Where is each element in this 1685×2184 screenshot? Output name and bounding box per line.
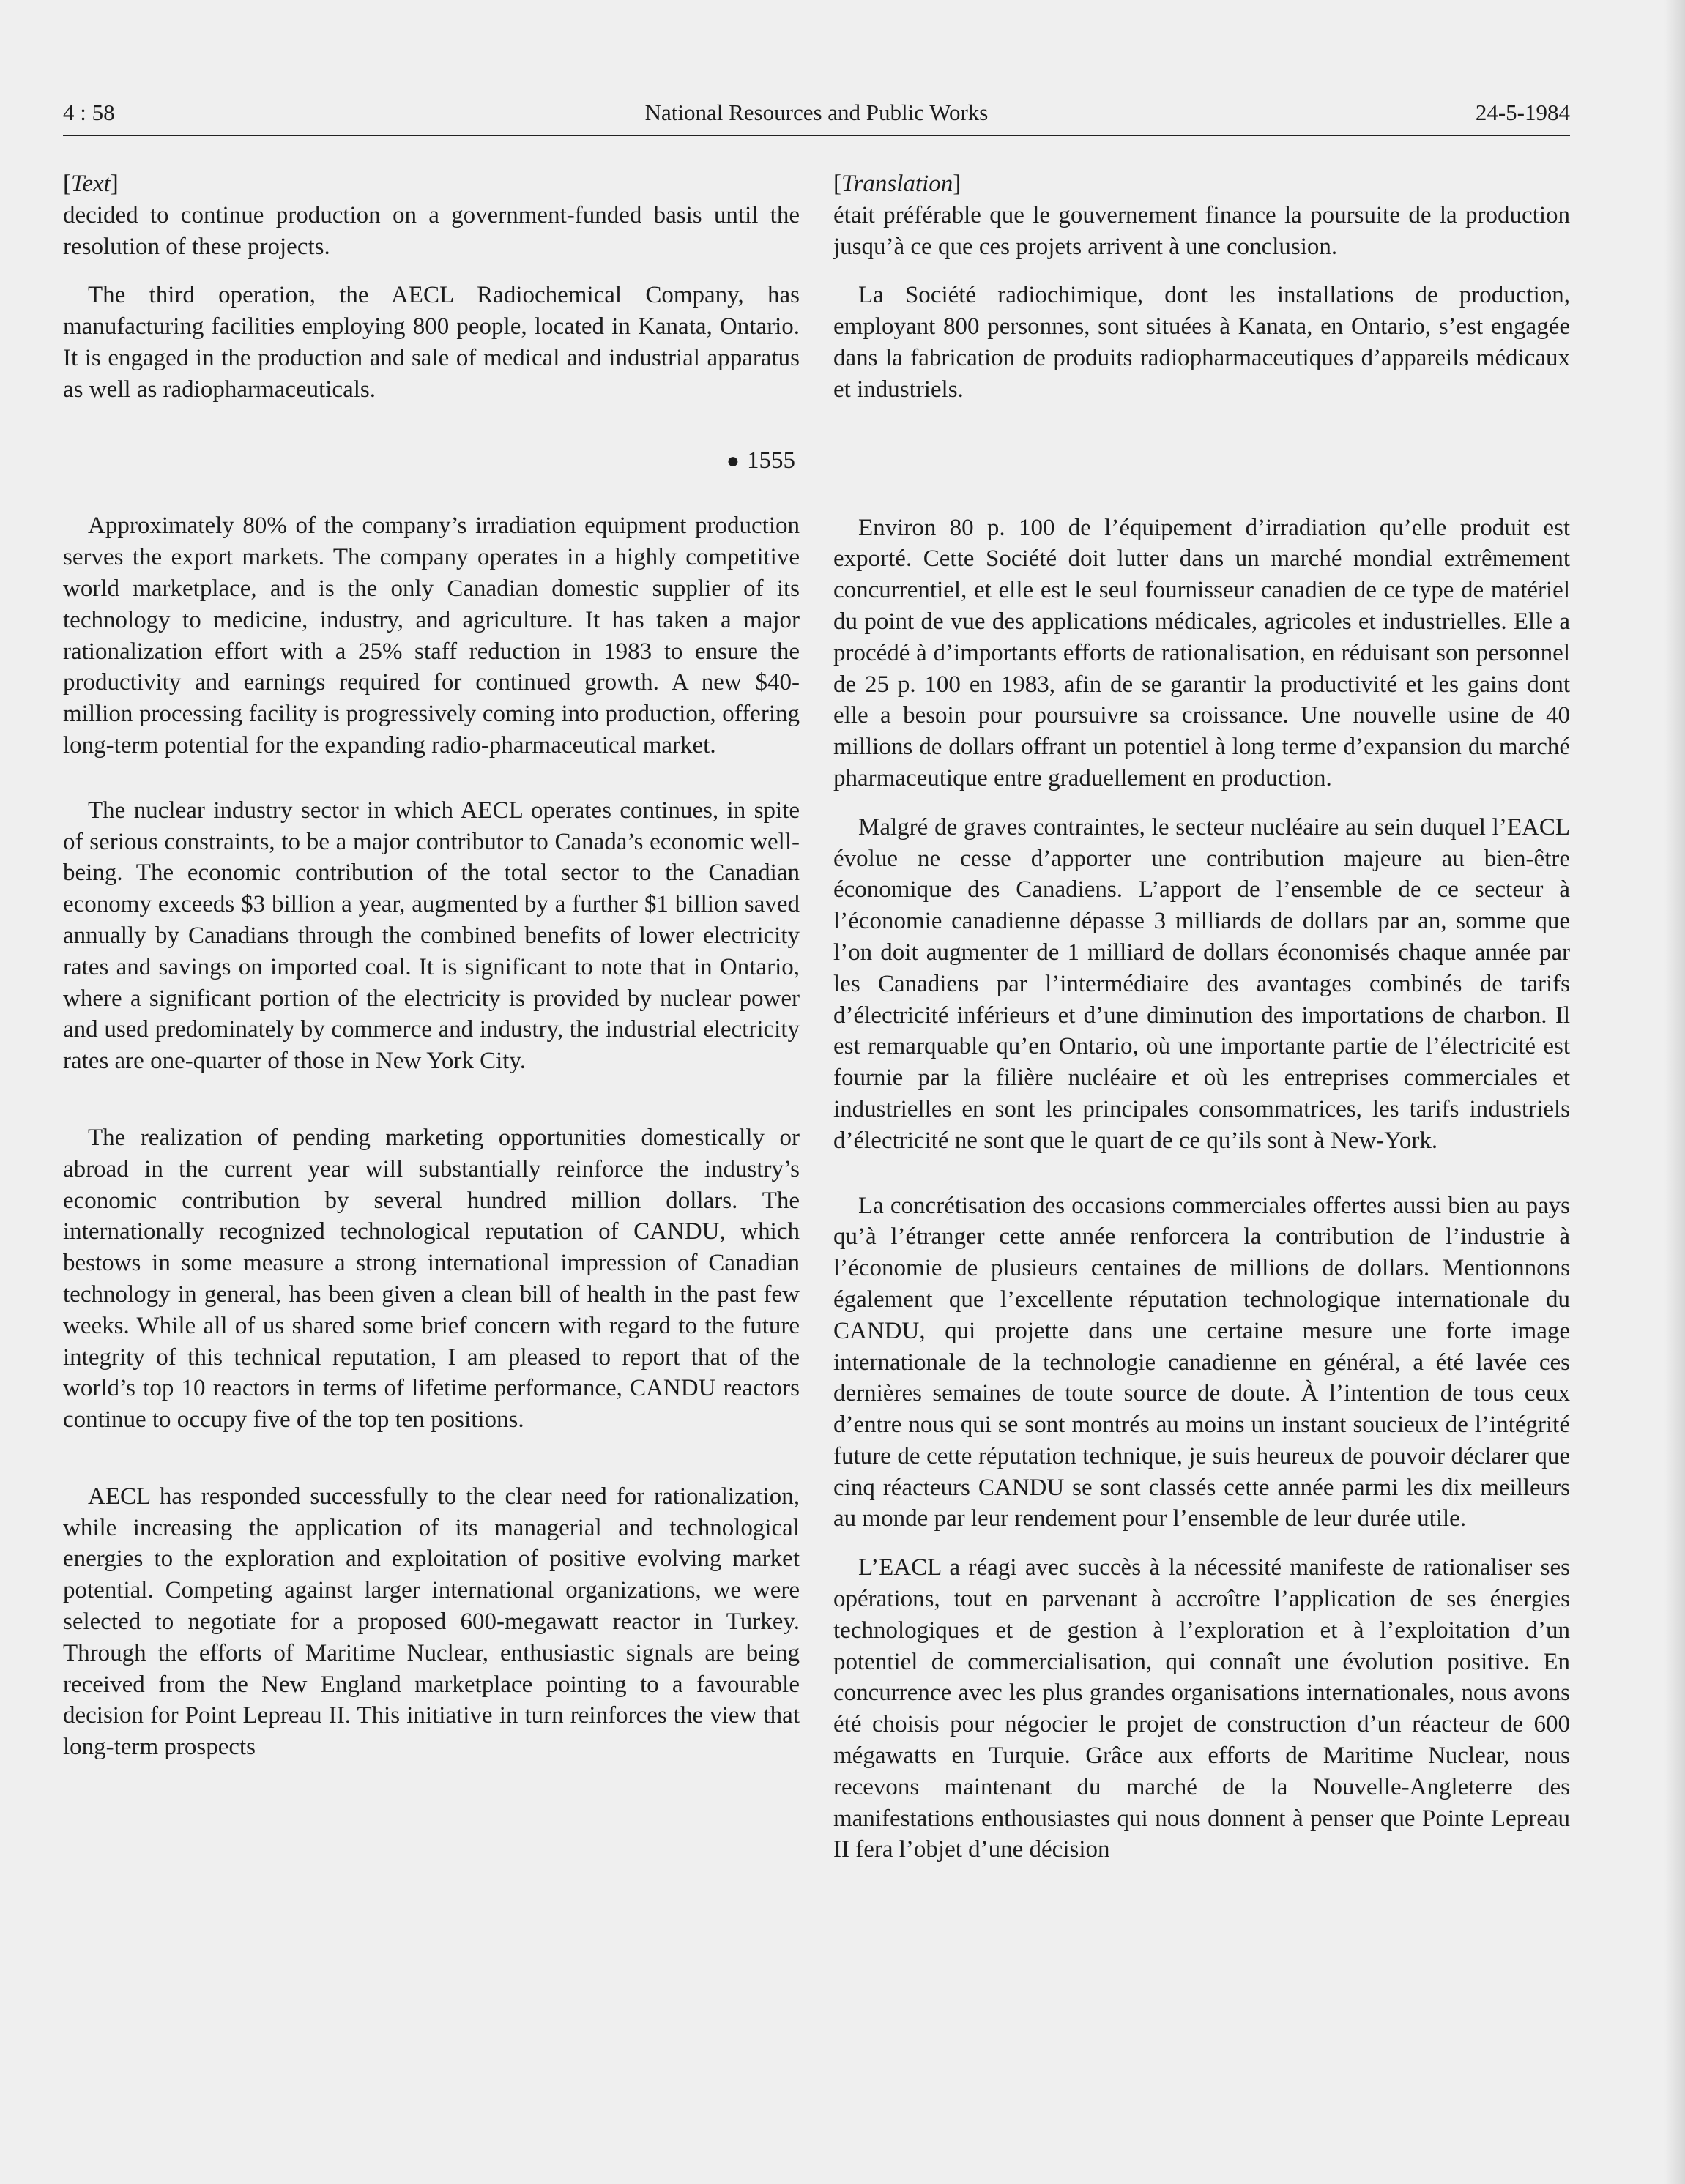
paragraph: Environ 80 p. 100 de l’équipement d’irradiation qu’elle produit est exporté. Cette Société doit lutter dans un marché mondial extrêmement concurrentiel, et elle est le seul fournisseur canadien de ce type de matériel du point de vue des applications médicales, agricoles et industrielles. Elle a procédé à d’importants efforts de rationalisation, en réduisant son personnel de 25 p. 100 en 1983, afin de se garantir la productivité et les gains dont elle a besoin pour poursuivre sa croissance. Une nouvelle usine de 40 millions de dollars offrant un potentiel à long terme d’expansion du marché pharmaceutique entre graduellement en production. <box>833 514 1570 791</box>
page-edge-shadow <box>1664 0 1685 2184</box>
hansard-time-marker: ● 1555 <box>726 447 795 474</box>
paragraph: The nuclear industry sector in which AECL operates continues, in spite of serious constraints, to be a major contributor to Canada’s economic well-being. The economic contribution of the total sector to the Canadian economy exceeds $3 billion a year, augmented by a further $1 billion saved annually by Canadians through the combined benefits of lower electricity rates and savings on imported coal. It is significant to note that in Ontario, where a significant portion of the electricity is provided by nuclear power and used predominately by commerce and industry, the industrial electricity rates are one-quarter of those in New York City. <box>63 797 800 1075</box>
paragraph: The realization of pending marketing opportunities domestically or abroad in the current year will substantially reinforce the industry’s economic contribution by several hundred million dollars. The internationally recognized technological reputation of CANDU, which bestows in some measure a strong international impression of Canadian technology in general, has been given a clean bill of health in the past few weeks. While all of us shared some brief concern with regard to the future integrity of this technical reputation, I am pleased to report that of the world’s top 10 reactors in terms of lifetime performance, CANDU reactors continue to occupy five of the top ten positions. <box>63 1124 800 1434</box>
paragraph: La concrétisation des occasions commerciales offertes aussi bien au pays qu’à l’étranger cette année renforcera la contribution de l’industrie à l’économie de plusieurs centaines de millions de dollars. Mentionnons également que l’excellente réputation technologique internationale du CANDU, qui projette dans une certaine mesure une forte image internationale de la technologie canadienne en général, a été lavée ces dernières semaines de toute source de doute. À l’intention de tous ceux d’entre nous qui se sont montrés au moins un instant soucieux de l’intégrité future de cette réputation technique, je suis heureux de pouvoir déclarer que cinq réacteurs CANDU se sont classés cette année parmi les dix meilleurs au monde par leur rendement pour l’ensemble de leur durée utile. <box>833 1192 1570 1532</box>
paragraph: Malgré de graves contraintes, le secteur nucléaire au sein duquel l’EACL évolue ne cesse d’apporter une contribution majeure au bien-être économique des Canadiens. L’apport de l’ensemble de ce secteur à l’économie canadienne dépasse 3 milliards de dollars par an, somme que l’on doit augmenter de 1 milliard de dollars économisés chaque année par les Canadiens par l’intermédiaire des avantages combinés de tarifs d’électricité inférieurs et d’une diminution des importations de charbon. Il est remarquable qu’en Ontario, où une importante partie de l’électricité est fournie par la filière nucléaire et où les entreprises commerciales et industrielles en sont les principales consommatrices, les tarifs industriels d’électricité ne sont que le quart de ce qu’ils sont à New-York. <box>833 813 1570 1154</box>
paragraph: était préférable que le gouvernement finance la poursuite de la production jusqu’à ce que ces projets arrivent à une conclusion. <box>833 201 1570 260</box>
publication-title: National Resources and Public Works <box>644 100 989 125</box>
publication-date: 24-5-1984 <box>1475 100 1570 125</box>
paragraph: La Société radiochimique, dont les installations de production, employant 800 personnes, sont situées à Kanata, en Ontario, s’est engagée dans la fabrication de produits radiopharmaceutiques d’appareils médicaux et industriels. <box>833 282 1570 403</box>
paragraph: decided to continue production on a government-funded basis until the resolution of these projects. <box>63 201 800 260</box>
bullet-icon: ● <box>726 448 740 473</box>
french-translation-column <box>833 168 1570 1866</box>
column-label: [Text] <box>63 171 119 197</box>
paragraph: AECL has responded successfully to the clear need for rationalization, while increasing the application of its managerial and technological energies to the exploration and exploitation of positive evolving market potential. Competing against larger international organizations, we were selected to negotiate for a proposed 600-megawatt reactor in Turkey. Through the efforts of Maritime Nuclear, enthusiastic signals are being received from the New England marketplace pointing to a favourable decision for Point Lepreau II. This initiative in turn reinforces the view that long-term prospects <box>63 1483 800 1761</box>
paragraph: Approximately 80% of the company’s irradiation equipment production serves the export markets. The company operates in a highly competitive world marketplace, and is the only Canadian domestic supplier of its technology to medicine, industry, and agriculture. It has taken a major rationalization effort with a 25% staff reduction in 1983 to ensure the productivity and earnings required for continued growth. A new $40-million processing facility is progressively coming into production, offering long-term potential for the expanding radio-pharmaceutical market. <box>63 513 800 759</box>
page-reference: 4 : 58 <box>63 100 115 125</box>
page-header <box>63 94 1570 136</box>
paragraph: L’EACL a réagi avec succès à la nécessité manifeste de rationaliser ses opérations, tout en parvenant à accroître l’application de ses énergies technologiques et de gestion à l’exploration et à l’exploitation d’un potentiel de commercialisation, qui connaît une évolution positive. En concurrence avec les plus grandes organisations internationales, nous avons été choisis pour négocier le projet de construction d’un réacteur de 600 mégawatts en Turquie. Grâce aux efforts de Maritime Nuclear, nous recevons maintenant du marché de la Nouvelle-Angleterre des manifestations enthousiastes qui nous donnent à penser que Pointe Lepreau II fera l’objet d’une décision <box>833 1554 1570 1863</box>
paragraph: The third operation, the AECL Radiochemical Company, has manufacturing facilities employing 800 people, located in Kanata, Ontario. It is engaged in the production and sale of medical and industrial apparatus as well as radiopharmaceuticals. <box>63 282 800 403</box>
column-label: [Translation] <box>833 171 961 197</box>
english-text-column <box>63 168 800 1763</box>
